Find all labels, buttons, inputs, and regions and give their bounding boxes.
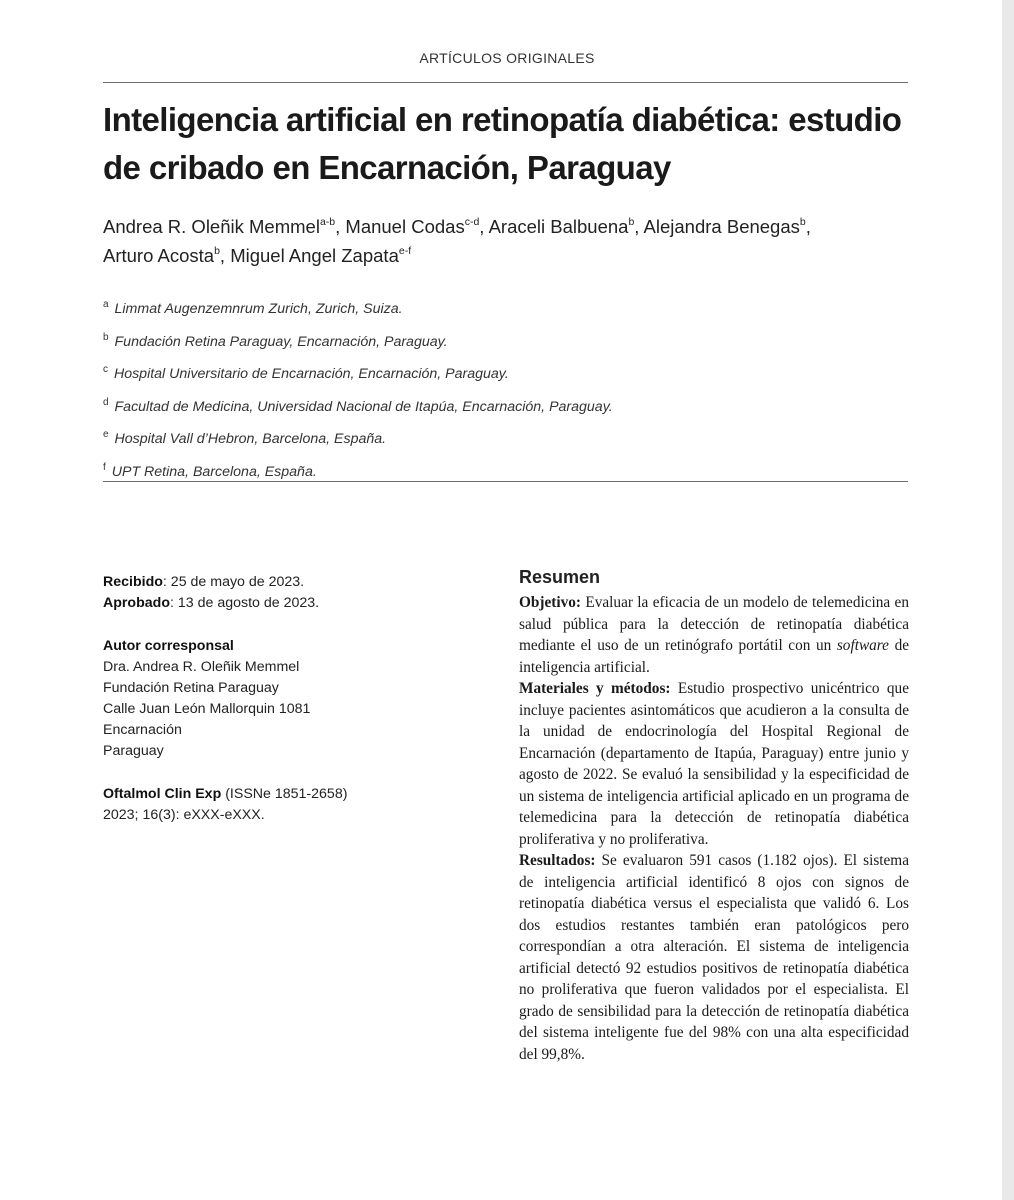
- author: Andrea R. Oleñik Memmel$^{a-b}$,: [103, 216, 346, 237]
- author: Araceli Balbuena$^b$,: [488, 216, 644, 237]
- author: Arturo Acosta$^b$,: [103, 245, 231, 266]
- article-title: Inteligencia artificial en retinopatía diabética: estudio de cribado en Encarnación, Paraguay: [103, 101, 902, 186]
- affiliation: $^a$ Limmat Augenzemnrum Zurich, Zurich, Suiza.: [103, 299, 403, 317]
- abstract-objective: Objetivo: Evaluar la eficacia de un modelo de telemedicina en salud pública para la detección de retinopatía diabética mediante el uso de un retinógrafo portátil con un software de inteligencia artificial.: [519, 594, 910, 676]
- article-metadata: [103, 572, 423, 826]
- author: Miguel Angel Zapata$^{e-f}$: [230, 245, 412, 266]
- section-label: ARTÍCULOS ORIGINALES: [419, 50, 595, 66]
- author: Alejandra Benegas$^b$,: [643, 216, 811, 237]
- received-date: Recibido: 25 de mayo de 2023.: [103, 574, 305, 590]
- corresponding-author-heading: Autor corresponsal: [103, 638, 234, 654]
- corresponding-line: Paraguay: [103, 743, 164, 759]
- author-list: [103, 212, 903, 270]
- corresponding-line: Dra. Andrea R. Oleñik Memmel: [103, 659, 300, 675]
- affiliation: $^c$ Hospital Universitario de Encarnación, Encarnación, Paraguay.: [103, 364, 509, 382]
- author: Manuel Codas$^{c-d}$,: [345, 216, 489, 237]
- approved-date: Aprobado: 13 de agosto de 2023.: [103, 595, 320, 611]
- abstract-results: Resultados: Se evaluaron 591 casos (1.182 ojos). El sistema de inteligencia artificial identificó 8 ojos con signos de retinopatía diabética versus el especialista que validó 6. Los dos estudios restantes también eran patológicos pero correspondían a otra alteración. El sistema de inteligencia artificial detectó 92 estudios positivos de retinopatía diabética no proliferativa que fueron validados por el especialista. El grado de sensibilidad para la detección de retinopatía diabética del sistema inteligente fue del 98% con una alta especificidad del 99,8%.: [519, 852, 909, 1063]
- citation-volume: 2023; 16(3): eXXX-eXXX.: [103, 807, 265, 823]
- affiliation: $^b$ Fundación Retina Paraguay, Encarnación, Paraguay.: [103, 331, 448, 350]
- corresponding-line: Calle Juan León Mallorquin 1081: [103, 701, 311, 717]
- affiliation: $^d$ Facultad de Medicina, Universidad Nacional de Itapúa, Encarnación, Paraguay.: [103, 396, 613, 415]
- affiliation-divider: [103, 481, 908, 482]
- corresponding-line: Encarnación: [103, 722, 182, 738]
- affiliation: $^e$ Hospital Vall d’Hebron, Barcelona, España.: [103, 429, 387, 447]
- header-divider: [103, 82, 908, 83]
- abstract-heading: Resumen: [519, 567, 601, 587]
- corresponding-line: Fundación Retina Paraguay: [103, 680, 279, 696]
- affiliation-list: [103, 293, 863, 488]
- affiliation: $^f$ UPT Retina, Barcelona, España.: [103, 461, 317, 480]
- abstract-methods: Materiales y métodos: Estudio prospectivo unicéntrico que incluye pacientes asintomáticos que acudieron a la consulta de la unidad de endocrinología del Hospital Regional de Encarnación (departamento de Itapúa, Paraguay) entre junio y agosto de 2022. Se evaluó la sensibilidad y la especificidad de un sistema de inteligencia artificial aplicado en un programa de telemedicina para la detección de retinopatía diabética proliferativa y no proliferativa.: [519, 680, 909, 848]
- abstract: [519, 565, 909, 1065]
- citation: Oftalmol Clin Exp (ISSNe 1851-2658): [103, 786, 348, 802]
